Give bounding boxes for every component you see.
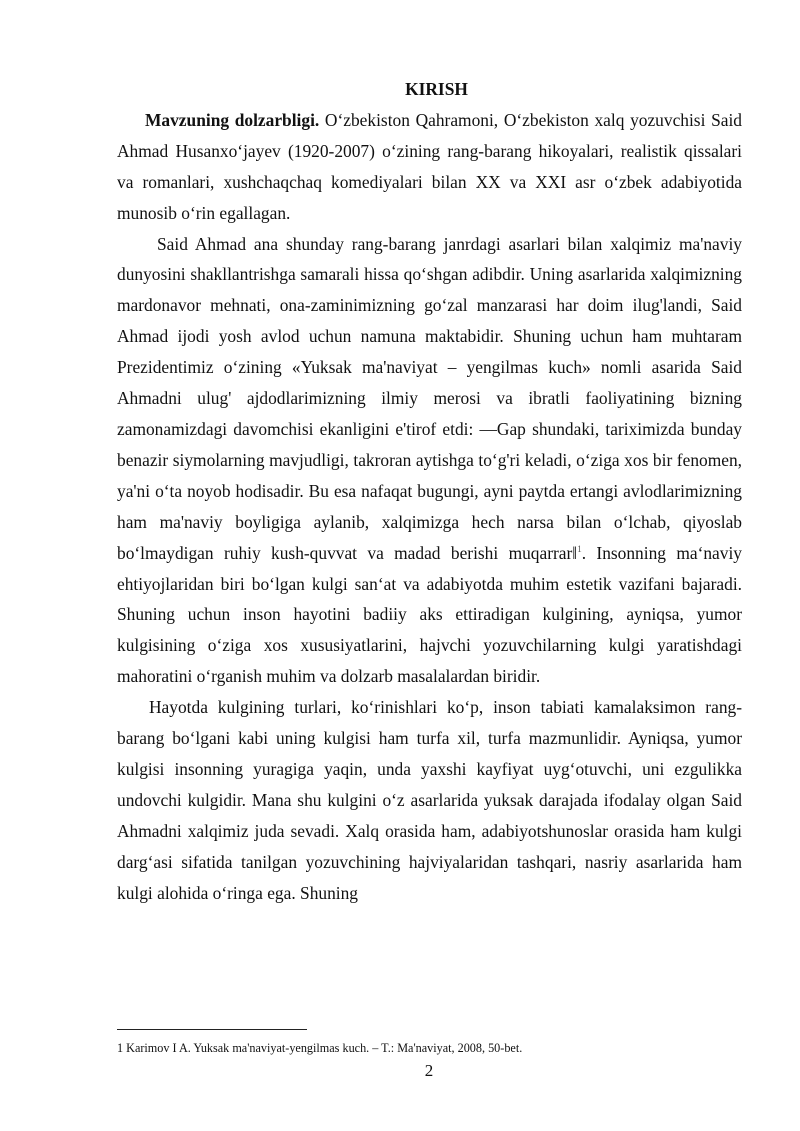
paragraph-humor	[117, 692, 742, 908]
body-text	[117, 74, 742, 908]
footnote-reference[interactable]: 1	[577, 543, 582, 554]
paragraph-text: Hayotda kulgining turlari, ko‘rinishlari ko‘p, inson tabiati kamalaksimon rang-barang bo‘lgani kabi uning kulgisi ham turfa xil, turfa mazmunlidir. Ayniqsa, yumor kulgisi insonning yuragiga yaqin, unda yaxshi kayfiyat uyg‘otuvchi, uni ezgulikka undovchi kulgidir. Mana shu kulgini o‘z asarlarida yuksak darajada ifodalay olgan Said Ahmadni xalqimiz juda sevadi. Xalq orasida ham, adabiyotshunoslar orasida ham kulgi darg‘asi sifatida tanilgan yozuvchining hajviyalaridan tashqari, nasriy asarlarida ham kulgi alohida o‘ringa ega. Shuning	[117, 697, 742, 903]
paragraph-relevance	[117, 105, 742, 229]
paragraph-text: Said Ahmad ana shunday rang-barang janrdagi asarlari bilan xalqimiz ma'naviy dunyosini shakllantrishga samarali hissa qo‘shgan adibdir. Uning asarlarida xalqimizning mardonavor mehnati, ona-zaminimizning go‘zal manzarasi har doim ilug'landi, Said Ahmad ijodi yosh avlod uchun namuna maktabidir. Shuning uchun ham muhtaram Prezidentimiz o‘zining «Yuksak ma'naviyat – yengilmas kuch» nomli asarida Said Ahmadni ulug' ajdodlarimizning ilmiy merosi va ibratli faoliyatining bizning zamonamizdagi davomchisi ekanligini e'tirof etdi: ―Gap shundaki, tariximizda bunday benazir siymolarning mavjudligi, takroran aytishga to‘g'ri keladi, o‘ziga xos bir fenomen, ya'ni o‘ta noyob hodisadir. Bu esa nafaqat bugungi, ayni paytda ertangi avlodlarimizning ham ma'naviy boyligiga aylanib, xalqimizga hech narsa bilan o‘lchab, qiyoslab bo‘lmaydigan ruhiy kush-quvvat va madad berishi muqarrar‖	[117, 233, 742, 563]
paragraph-text: O‘zbekiston Qahramoni, O‘zbekiston xalq yozuvchisi Said Ahmad Husanxo‘jayev (1920-2007) o‘zining rang-barang hikoyalari, realistik qissalari va romanlari, xushchaqchaq komediyalari bilan XX va XXI asr o‘zbek adabiyotida munosib o‘rin egallagan.	[117, 109, 742, 223]
paragraph-lead: Mavzuning dolzarbligi.	[145, 109, 320, 130]
paragraph-text-continued: . Insonning ma‘naviy ehtiyojlaridan biri bo‘lgan kulgi san‘at va adabiyotda muhim estetik vazifani bajaradi. Shuning uchun inson hayotini badiiy aks ettiradigan kulgining, ayniqsa, yumor kulgisining o‘ziga xos xususiyatlarini, hajvchi yozuvchilarning kulgi yaratishdagi mahoratini o‘rganish muhim va dolzarb masalalardan biridir.	[117, 542, 743, 687]
page-number: 2	[424, 1061, 434, 1080]
footnote: 1 Karimov I A. Yuksak ma'naviyat-yengilmas kuch. – T.: Ma'naviyat, 2008, 50-bet.	[117, 1041, 523, 1055]
paragraph-said-ahmad	[117, 229, 742, 693]
section-heading: KIRISH	[405, 79, 468, 99]
footnote-divider	[117, 1029, 307, 1030]
